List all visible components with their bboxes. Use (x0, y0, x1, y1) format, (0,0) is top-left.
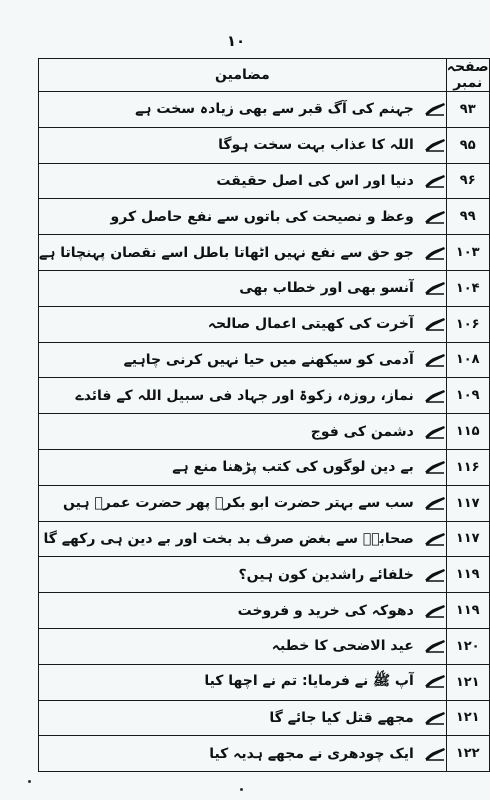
topic-title: سب سے بہتر حضرت ابو بکرؓ پھر حضرت عمرؓ ہیں (63, 495, 414, 512)
page-column-header: صفحہ نمبر (446, 59, 489, 91)
table-row (39, 485, 490, 521)
scan-speck (240, 788, 243, 791)
topic-cell (39, 593, 447, 629)
topic-title: جہنم کی آگ قبر سے بھی زیادہ سخت ہے (135, 101, 414, 118)
topic-cell (39, 306, 447, 342)
page-number-cell: ۹۳ (446, 92, 489, 128)
page-number-cell: ۱۱۹ (446, 557, 489, 593)
topic-title: دشمن کی فوج (310, 423, 414, 440)
page-number-cell: ۹۹ (446, 199, 489, 235)
topic-title: جو حق سے نفع نہیں اٹھاتا باطل اسے نقصان پہنچاتا ہے (39, 244, 414, 261)
topic-cell (39, 557, 447, 593)
topic-cell (39, 342, 447, 378)
pen-icon (424, 425, 446, 439)
topic-title: نماز، روزہ، زکوۃ اور جہاد فی سبیل اللہ کے فائدے (75, 387, 414, 404)
topic-title: مجھے قتل کیا جائے گا (269, 709, 414, 726)
page-number-cell: ۱۱۵ (446, 414, 489, 450)
topic-title: دنیا اور اس کی اصل حقیقت (216, 172, 414, 189)
topic-cell (39, 485, 447, 521)
table-row (39, 557, 490, 593)
pen-icon (424, 460, 446, 474)
page-number-cell: ۹۵ (446, 127, 489, 163)
topic-title: دھوکہ کی خرید و فروخت (237, 602, 414, 619)
table-row (39, 700, 490, 736)
page-number-cell: ۱۰۶ (446, 306, 489, 342)
topic-title: خلفائے راشدین کون ہیں؟ (238, 566, 414, 583)
topic-cell (39, 414, 447, 450)
table-row (39, 628, 490, 664)
topic-title: آخرت کی کھیتی اعمال صالحہ (207, 316, 414, 333)
topic-cell (39, 700, 447, 736)
pen-icon (424, 604, 446, 618)
table-row (39, 163, 490, 199)
table-header-row (39, 59, 490, 92)
table-row (39, 378, 490, 414)
table-row (39, 306, 490, 342)
topic-title: عید الاضحی کا خطبہ (271, 638, 414, 655)
pen-icon (424, 210, 446, 224)
topic-title: بے دین لوگوں کی کتب پڑھنا منع ہے (172, 459, 414, 476)
pen-icon (424, 174, 446, 188)
topic-cell (39, 664, 447, 700)
pen-icon (424, 102, 446, 116)
pen-icon (424, 353, 446, 367)
pen-icon (424, 138, 446, 152)
table-row (39, 449, 490, 485)
pen-icon (424, 281, 446, 295)
topic-cell (39, 449, 447, 485)
table-row (39, 593, 490, 629)
topic-title: آپ ﷺ نے فرمایا: تم نے اچھا کیا (204, 673, 414, 690)
pen-icon (424, 389, 446, 403)
page-number-cell: ۱۱۷ (446, 521, 489, 557)
topic-cell (39, 378, 447, 414)
page-number-cell: ۱۰۴ (446, 270, 489, 306)
table-row (39, 342, 490, 378)
table-row (39, 199, 490, 235)
table-row (39, 92, 490, 128)
page-number-cell: ۱۲۱ (446, 700, 489, 736)
page-number-cell: ۱۱۶ (446, 449, 489, 485)
page-number-cell: ۱۲۰ (446, 628, 489, 664)
topic-cell (39, 199, 447, 235)
pen-icon (424, 639, 446, 653)
table-row (39, 521, 490, 557)
topic-cell (39, 163, 447, 199)
topic-title: آدمی کو سیکھنے میں حیا نہیں کرنی چاہیے (123, 351, 414, 368)
topic-cell (39, 235, 447, 271)
table-body (39, 92, 490, 772)
page-number-cell: ۹۶ (446, 163, 489, 199)
topic-cell (39, 270, 447, 306)
page-number-cell: ۱۱۹ (446, 593, 489, 629)
page-number-cell: ۱۲۱ (446, 664, 489, 700)
topic-cell (39, 628, 447, 664)
topic-cell (39, 127, 447, 163)
pen-icon (424, 747, 446, 761)
topic-title: صحابہؓ سے بغض صرف بد بخت اور بے دین ہی رکھے گا (43, 530, 414, 547)
page-number: ۱۰ (226, 32, 246, 50)
pen-icon (424, 711, 446, 725)
pen-icon (424, 532, 446, 546)
page-number-cell: ۱۰۳ (446, 235, 489, 271)
table-row (39, 235, 490, 271)
topic-title: اللہ کا عذاب بہت سخت ہوگا (218, 137, 414, 154)
pen-icon (424, 246, 446, 260)
page-number-cell: ۱۰۸ (446, 342, 489, 378)
topic-title: آنسو بھی اور خطاب بھی (239, 280, 414, 297)
table-row (39, 664, 490, 700)
topic-title: ایک چودھری نے مجھے ہدیہ کیا (209, 745, 414, 762)
topics-column-header: مضامین (39, 59, 447, 92)
table-row (39, 127, 490, 163)
topic-title: وعظ و نصیحت کی باتوں سے نفع حاصل کرو (110, 208, 414, 225)
topic-cell (39, 521, 447, 557)
page-number-cell: ۱۲۲ (446, 736, 489, 772)
topic-cell (39, 736, 447, 772)
page-number-cell: ۱۰۹ (446, 378, 489, 414)
page-number-cell: ۱۱۷ (446, 485, 489, 521)
pen-icon (424, 568, 446, 582)
table-row (39, 270, 490, 306)
pen-icon (424, 496, 446, 510)
pen-icon (424, 317, 446, 331)
topic-cell (39, 92, 447, 128)
table-of-contents (38, 58, 490, 772)
scan-speck (28, 780, 31, 783)
table-row (39, 736, 490, 772)
pen-icon (424, 674, 446, 688)
table-row (39, 414, 490, 450)
